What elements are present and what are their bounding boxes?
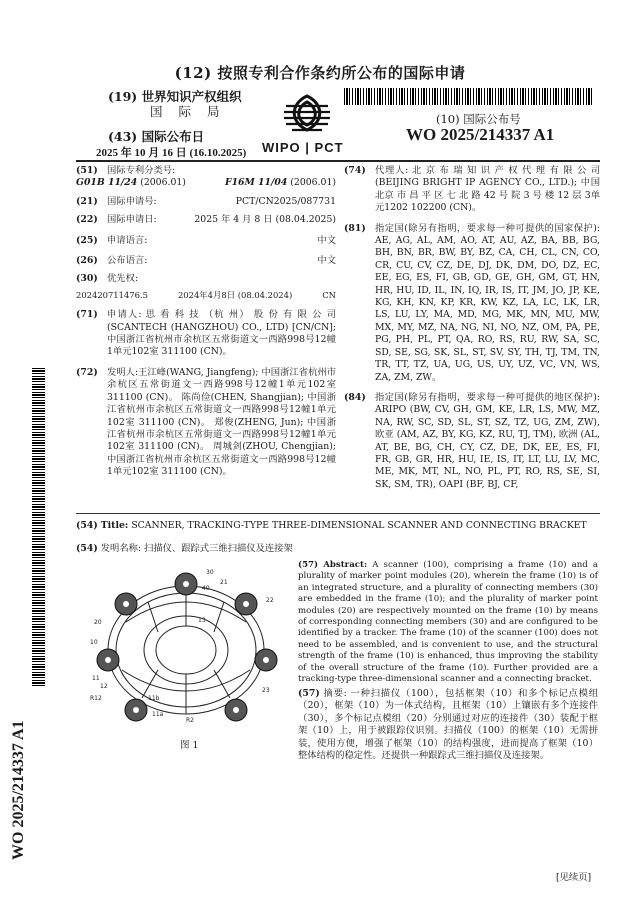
side-publication-number: WO 2025/214337 A1 [10, 720, 27, 860]
section-divider [76, 513, 600, 514]
figure-label: R2 [186, 717, 194, 724]
field-71 [76, 309, 336, 359]
field-25 [76, 235, 336, 247]
field-number: (51) [76, 165, 98, 176]
field-26 [76, 255, 336, 267]
field-label: 申请语言: [107, 234, 148, 246]
abstract-text: A scanner (100), comprising a frame (10) and a plurality of marker point modules (20), wherein the frame (10) is of an integrated structure, and a plurality of connecting members (30) are embedded in the frame (10); and the plurality of marker point modules (20) are respectively mounted on the frame (10) by means of corresponding connecting members (30) and are configured to be identified by a tracker. The frame (10) of the scanner (100) does not need to be assembled, and is convenient to use, and the structural strength of the frame (10) is enhanced, thus improving the stability of the overall structure of the frame (10). Further provided are a tracking-type three-dimensional scanner and a connecting bracket. [298, 560, 598, 685]
publication-date-label: (43) 国际公布日 [108, 129, 205, 144]
field-number: (54) [76, 520, 98, 531]
field-number: (72) [76, 366, 98, 378]
figure-label: 22 [266, 597, 274, 604]
document-title: (12) 按照专利合作条约所公布的国际申请 [174, 64, 466, 82]
field-number: (26) [76, 255, 98, 267]
publication-number: WO 2025/214337 A1 [406, 125, 555, 144]
field-label: 公布语言: [107, 255, 148, 267]
abstract-chinese [298, 688, 598, 762]
ipc-date-1: (2006.01) [140, 177, 186, 189]
field-72 [76, 367, 336, 479]
title-text: 扫描仪、跟踪式三维扫描仪及连接架 [144, 543, 293, 554]
publication-date: 2025 年 10 月 16 日 (16.10.2025) [96, 147, 247, 159]
field-label: Abstract: [323, 560, 368, 570]
figure-label: 23 [262, 687, 270, 694]
figure-label: 20 [94, 619, 102, 626]
applicant: 申请人: 思 看 科 技 （杭 州） 股 份 有 限 公 司 (SCANTECH (HANGZHOU) CO., LTD) [CN/CN]; 中国浙江省杭州市余杭区五常街道文一西路998号12幢1单元102室 311100 (CN)。 [107, 309, 336, 358]
title-english [76, 520, 606, 531]
field-number: (84) [344, 391, 366, 403]
filing-language: 中文 [317, 234, 336, 246]
field-number: (57) [298, 688, 320, 699]
field-number: (54) [76, 543, 98, 554]
title-text: SCANNER, TRACKING-TYPE THREE-DIMENSIONAL SCANNER AND CONNECTING BRACKET [131, 520, 587, 531]
field-number: (22) [76, 214, 98, 226]
designated-states-national: 指定国(除另有指明，要求每一种可提供的国家保护): AE, AG, AL, AM, AO, AT, AU, AZ, BA, BB, BG, BH, BN, BR, BW, BY, BZ, CA, CH, CL, CN, CO, CR, CU, CV, CZ, DE, DJ, DK, DM, DO, DZ, EC, EE, EG, ES, FI, GB, GD, GE, GH, GM, GT, HN, HR, HU, ID, IL, IN, IQ, IR, IS, IT, JM, JO, JP, KE, KG, KH, KN, KP, KR, KW, KZ, LA, LC, LK, LR, LS, LU, LY, MA, MD, MG, MK, MN, MU, MW, MX, MY, MZ, NA, NG, NI, NO, NZ, OM, PA, PE, PG, PH, PL, PT, QA, RO, RS, RU, RW, SA, SC, SD, SE, SG, SK, SL, ST, SV, SY, TH, TJ, TM, TN, TR, TT, TZ, UA, UG, US, UY, UZ, VC, VN, WS, ZA, ZM, ZW。 [375, 222, 600, 383]
figure-label: 11 [92, 675, 100, 682]
figure-label: 21 [220, 579, 228, 586]
figure-label: 30 [206, 569, 214, 576]
field-label: 发明名称: [100, 543, 142, 554]
publication-number-label: (10) 国际公布号 [436, 112, 521, 126]
figure-label: R12 [90, 695, 102, 702]
field-number: (57) [298, 560, 319, 570]
agent: 代理人: 北 京 布 瑞 知 识 产 权 代 理 有 限 公 司 (BEIJING BRIGHT IP AGENCY CO., LTD.); 中国北京 市 昌 平 区 七 北 路 42 号 院 3 号 楼 12 层 3单元1202 102200 (CN)。 [375, 165, 600, 214]
priority-date: 2024年4月8日 (08.04.2024) [177, 289, 293, 300]
field-label: 优先权: [107, 273, 139, 285]
priority-country: CN [322, 289, 336, 300]
field-30 [76, 273, 336, 301]
field-74 [344, 165, 600, 215]
scanner-figure [86, 562, 286, 732]
figure-label: 11a [152, 711, 164, 718]
field-84 [344, 392, 600, 491]
barcode-icon [344, 88, 594, 105]
field-22 [76, 214, 336, 226]
field-number: (71) [76, 309, 98, 321]
figure-label: 12 [100, 683, 108, 690]
bibliographic-left-column [76, 165, 336, 483]
figure-caption: 图 1 [180, 740, 199, 751]
designated-states-regional: 指定国(除另有指明，要求每一种可提供的地区保护): ARIPO (BW, CV, GH, GM, KE, LR, LS, MW, MZ, NA, RW, SC, SD, SL, ST, SZ, TZ, UG, ZM, ZW), 欧亚 (AM, AZ, BY, KG, KZ, RU, TJ, TM), 欧洲 (AL, AT, BE, BG, CH, CY, CZ, DE, DK, EE, ES, FI, FR, GB, GR, HR, HU, IE, IS, IT, LT, LU, LV, MC, ME, MK, MT, NL, NO, PL, PT, RO, RS, SE, SI, SK, SM, TR), OAPI (BF, BJ, CF, [375, 391, 600, 490]
title-chinese [76, 540, 606, 554]
abstract-text: 摘要: 一种扫描仪（100），包括框架（10）和多个标记点模组（20），框架（10）为一体式结构，且框架（10）上镶嵌有多个连接件（30），多个标记点模组（20）分别通过对应的连接件（30）装配于框架（10）上，用于被跟踪仪识别。扫描仪（100）的框架（10）无需拼装，使用方便，增强了框架（10）的结构强度，进而提高了框架（10）整体结构的稳定性。还提供一种跟踪式三维扫描仪及连接架。 [298, 688, 598, 762]
continued-note: [见续页] [556, 872, 592, 883]
side-barcode-icon [32, 368, 45, 686]
priority-application: 202420711476.5 [76, 289, 148, 300]
field-number: (30) [76, 273, 98, 285]
organization-bureau: 国 际 局 [150, 104, 226, 119]
organization-name: (19) 世界知识产权组织 [108, 89, 242, 104]
filing-date: 2025 年 4 月 8 日 (08.04.2025) [194, 214, 336, 226]
abstract-english [298, 560, 598, 685]
ipc-date-2: (2006.01) [290, 177, 336, 189]
field-number: (21) [76, 195, 98, 207]
field-51 [76, 165, 336, 190]
field-number: (81) [344, 222, 366, 234]
figure-label: 10 [90, 639, 98, 646]
field-21 [76, 196, 336, 208]
field-label: Title: [100, 520, 129, 531]
application-number: PCT/CN2025/087731 [235, 195, 336, 207]
figure-label: 40 [202, 585, 210, 592]
ipc-class-1: G01B 11/24 [76, 177, 138, 189]
field-label: 国际申请日: [107, 214, 157, 226]
figure-label: 11b [148, 695, 160, 702]
wipo-pct-mark: WIPO | PCT [262, 140, 344, 155]
field-label: 国际申请号: [107, 195, 157, 207]
field-number: (74) [344, 165, 366, 176]
figure-label: 13 [198, 617, 206, 624]
field-number: (25) [76, 234, 98, 246]
ipc-class-2: F16M 11/04 [224, 177, 288, 189]
inventors: 发明人:王江峰(WANG, Jiangfeng); 中国浙江省杭州市余杭区五常街道文一西路998号12幢1单元102室 311100 (CN)。 陈尚俭(CHEN, Shangjian); 中国浙江省杭州市余杭区五常街道文一西路998号12幢1单元102室 311100 (CN)。 郑俊(ZHENG, Jun); 中国浙江省杭州市余杭区五常街道文一西路998号12幢1单元102室 311100 (CN)。 周城剑(ZHOU, Chengjian); 中国浙江省杭州市余杭区五常街道文一西路998号12幢1单元102室 311100 (CN)。 [107, 366, 336, 478]
header-divider [76, 160, 600, 162]
field-label: 国际专利分类号: [107, 165, 176, 176]
bibliographic-right-column [344, 165, 600, 495]
field-81 [344, 223, 600, 384]
publication-language: 中文 [317, 255, 336, 267]
